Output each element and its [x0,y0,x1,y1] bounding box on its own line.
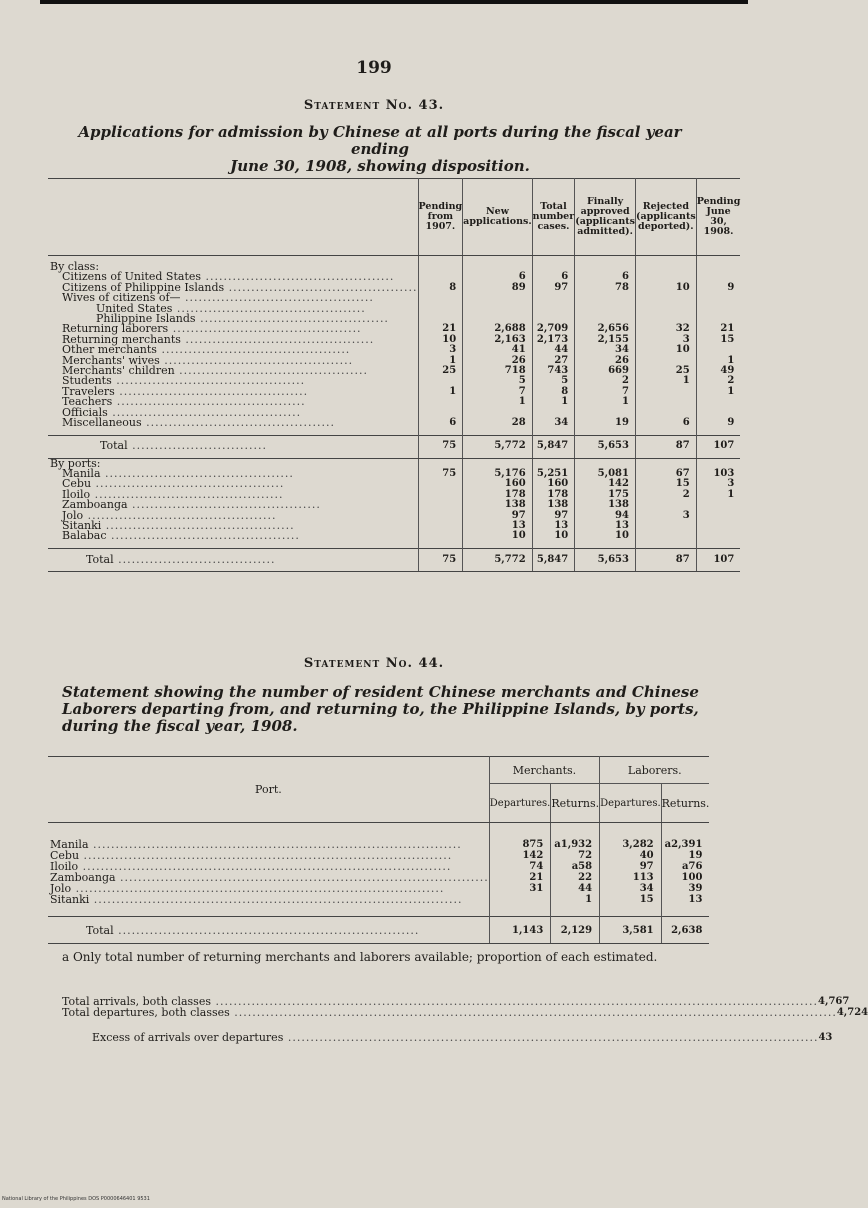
col-header: Total number cases. [532,179,575,256]
table-cell [635,500,696,510]
row-label: Manila .................................................................................. [50,837,462,851]
table-cell: 15 [696,335,740,345]
row-label: Officials .......................................... [62,405,302,419]
table-cell: 75 [418,435,463,458]
table-cell: 97 [600,861,662,872]
row-label: Jolo .................................................................................. [50,881,445,895]
table-row [48,418,740,428]
statement-44-table [48,756,709,944]
table-cell: 138 [463,500,533,510]
table-cell: 5,176 [463,469,533,479]
table-cell [418,521,463,531]
table-cell: 178 [532,490,575,500]
table-cell: 107 [696,435,740,458]
table-cell [635,397,696,407]
table-cell [532,304,575,314]
table-cell: 2,173 [532,335,575,345]
row-label: Teachers .......................................... [62,395,306,409]
table-cell [696,293,740,303]
table-cell: 9 [696,418,740,428]
table-cell: 5,653 [575,435,636,458]
table-cell: 74 [489,861,551,872]
table-cell: 5 [463,376,533,386]
table-cell: 669 [575,366,636,376]
row-label: Cebu .................................................................................. [50,848,453,862]
table-cell: 75 [418,548,463,571]
table-cell: 97 [532,283,575,293]
table-cell [418,304,463,314]
total-label: Total ................................................................... [48,917,489,944]
table-cell: 3 [696,479,740,489]
row-label: Cebu .......................................... [62,477,285,491]
table-cell: 89 [463,283,533,293]
table-cell: 1 [696,490,740,500]
row-label: Iloilo .......................................... [62,487,284,501]
table-cell: 97 [463,511,533,521]
table-cell: 75 [418,469,463,479]
table-cell [418,500,463,510]
row-label: Sitanki .................................................................................. [50,892,463,906]
statement-43-heading: Statement No. 43. [303,98,445,113]
table-cell [635,521,696,531]
row-label: Citizens of United States .......................................... [62,270,395,284]
section-label: By class: [50,260,100,273]
summary-value: 43 [818,1032,833,1043]
table-cell [418,490,463,500]
row-label: Returning laborers .......................................... [62,322,362,336]
table-cell: 1 [418,387,463,397]
table-cell: 875 [489,839,551,850]
table-cell [532,293,575,303]
class-section [48,256,740,436]
table-cell: 5,847 [532,548,575,571]
total-label: Total .............................. [48,435,418,458]
table-cell: 100 [661,872,709,883]
section-label: By ports: [50,456,101,470]
table-cell: 1 [575,397,636,407]
table-cell: 5,772 [463,548,533,571]
table-cell: 10 [532,531,575,541]
row-label: Zamboanga .......................................... [62,498,321,512]
table-cell: 67 [635,469,696,479]
table-cell: 34 [600,883,662,894]
summary-label: Excess of arrivals over departures ...................................................................................................................... [92,1031,819,1044]
table-cell: 19 [661,850,709,861]
table-cell: 10 [635,345,696,355]
col-header: Pending June 30, 1908. [696,179,740,256]
table-cell: 2 [575,376,636,386]
row-label: United States .......................................... [96,301,366,315]
table-cell [418,531,463,541]
table-cell [696,500,740,510]
table-cell: 31 [489,883,551,894]
table-cell: 44 [532,345,575,355]
table-row [48,531,740,541]
col-header: New applications. [463,179,533,256]
row-label: Citizens of Philippine Islands .......................................... [62,280,418,294]
table-cell [463,293,533,303]
group-header-merchants: Merchants. [489,757,599,784]
table-cell [418,511,463,521]
table-cell: 1 [635,376,696,386]
table-cell: 10 [418,335,463,345]
table-cell: 6 [532,272,575,282]
footnote: a Only total number of returning merchants and laborers available; proportion of each estimated. [62,950,658,964]
table-cell: 2,656 [575,324,636,334]
table-cell: 19 [575,418,636,428]
row-label: Balabac .......................................... [62,529,300,543]
table-cell: 40 [600,850,662,861]
port-header: Port. [48,757,489,823]
table-cell: 138 [532,500,575,510]
table-cell: 1 [696,356,740,366]
table-cell: 25 [418,366,463,376]
table-cell: 1 [418,356,463,366]
group-header-laborers: Laborers. [600,757,710,784]
table-cell [696,397,740,407]
table-cell: 10 [635,283,696,293]
table-cell: 13 [661,894,709,905]
page-number: 199 [356,58,392,78]
table-cell: 3 [635,511,696,521]
table-cell [635,531,696,541]
table-cell: 5,081 [575,469,636,479]
table-cell: 6 [575,272,636,282]
table-cell: 39 [661,883,709,894]
statement-44-heading: Statement No. 44. [303,656,445,671]
table-cell: 1 [551,894,600,905]
table-cell: 8 [418,283,463,293]
table-cell: 2,129 [551,917,600,944]
table-cell: 5,653 [575,548,636,571]
table-cell [418,397,463,407]
sub-header: Departures. [489,784,551,823]
table-cell: 13 [463,521,533,531]
table-cell: 87 [635,548,696,571]
table-cell [696,304,740,314]
table-cell: 41 [463,345,533,355]
statement-44-body [48,823,709,905]
row-label: Returning merchants .......................................... [62,332,375,346]
col-header: Rejected (applicants deported). [635,179,696,256]
table-cell [635,387,696,397]
sub-header: Departures. [600,784,662,823]
top-border [40,0,748,4]
table-cell: a1,932 [551,839,600,850]
table-cell: 10 [463,531,533,541]
table-cell: 5,847 [532,435,575,458]
table-cell: 97 [532,511,575,521]
row-label: Zamboanga .................................................................................. [50,870,489,884]
row-label: Iloilo .................................................................................. [50,859,452,873]
summary-value: 4,724 [836,1007,868,1018]
total-label: Total ................................... [48,548,418,571]
row-label: Sitanki .......................................... [62,518,295,532]
table-cell: 142 [489,850,551,861]
table-cell: 9 [696,283,740,293]
excess-summary [92,1031,833,1044]
row-label: Wives of citizens of— .......................................... [62,291,374,305]
table-cell: 178 [463,490,533,500]
table-cell [418,479,463,489]
table-cell: 2,638 [661,917,709,944]
summary-value: 4,767 [818,996,850,1007]
table-cell: 44 [551,883,600,894]
table-cell: 13 [532,521,575,531]
table-cell: 175 [575,490,636,500]
table-cell: 3,282 [600,839,662,850]
table-cell: 72 [551,850,600,861]
table-cell [635,304,696,314]
table-cell: 15 [635,479,696,489]
table-cell: a76 [661,861,709,872]
statement-43-caption [55,124,705,175]
statement-44-caption: Statement showing the number of resident Chinese merchants and Chinese Laborers departing from, and returning to, the Philippine Islands, by ports, during the fiscal year, 1908. [62,683,699,735]
table-cell: 13 [575,521,636,531]
table-cell [696,511,740,521]
row-label: Philippine Islands .......................................... [96,312,389,326]
table-cell [696,521,740,531]
table-cell [575,293,636,303]
table-cell: a2,391 [661,839,709,850]
table-cell: 743 [532,366,575,376]
table-cell: 107 [696,548,740,571]
table-cell: 103 [696,469,740,479]
library-credit: National Library of the Philippines DOS P0000646401 9531 [2,1196,150,1202]
sub-header: Returns. [551,784,600,823]
stub-header [48,179,418,256]
table-cell: 1 [696,387,740,397]
caption-line-1: Applications for admission by Chinese at all ports during the fiscal year ending [78,123,682,158]
table-cell: 5,251 [532,469,575,479]
table-cell: 49 [696,366,740,376]
table-cell: 32 [635,324,696,334]
table-cell: 2,709 [532,324,575,334]
caption-line-2: June 30, 1908, showing disposition. [230,157,530,175]
table-cell: 138 [575,500,636,510]
statement-43-table [48,178,740,572]
table-cell: 1 [532,397,575,407]
table-cell: 28 [463,418,533,428]
row-label: Other merchants .......................................... [62,343,351,357]
table-cell: 21 [696,324,740,334]
table-cell: 3 [418,345,463,355]
table-cell: 2,688 [463,324,533,334]
table-cell: 6 [418,418,463,428]
table-cell: 5,772 [463,435,533,458]
table-cell: 26 [575,356,636,366]
row-label: Jolo .......................................... [62,508,277,522]
table-cell: 2 [696,376,740,386]
table-cell: 15 [600,894,662,905]
table-cell: a58 [551,861,600,872]
table-cell: 78 [575,283,636,293]
table-cell: 6 [635,418,696,428]
table-cell: 160 [463,479,533,489]
table-cell: 7 [575,387,636,397]
row-label: Travelers .......................................... [62,384,309,398]
table-cell: 21 [418,324,463,334]
statement-44-total-row [48,917,709,944]
ports-section [48,458,740,542]
table-cell: 87 [635,435,696,458]
table-cell: 10 [575,531,636,541]
table-cell: 34 [575,345,636,355]
table-cell: 718 [463,366,533,376]
table-cell [463,304,533,314]
row-label: Merchants' children .......................................... [62,364,369,378]
table-cell [635,293,696,303]
table-cell: 26 [463,356,533,366]
table-cell: 7 [463,387,533,397]
table-cell: 2,155 [575,335,636,345]
table-cell: 1,143 [489,917,551,944]
table-cell: 8 [532,387,575,397]
summary-row [62,1006,868,1019]
arrivals-summary [62,995,868,1019]
table-cell: 5 [532,376,575,386]
table-cell: 160 [532,479,575,489]
summary-label: Total departures, both classes ...................................................................................................................................... [62,1006,837,1019]
col-header: Pending from 1907. [418,179,463,256]
table-cell: 25 [635,366,696,376]
summary-row [92,1031,833,1044]
table-cell: 3 [635,335,696,345]
ports-total-row [48,548,740,571]
table-cell [418,293,463,303]
table-row [48,894,709,905]
table-cell: 3,581 [600,917,662,944]
row-label: Students .......................................... [62,374,306,388]
table-cell [489,894,551,905]
table-cell: 113 [600,872,662,883]
table-cell: 21 [489,872,551,883]
table-cell: 6 [463,272,533,282]
summary-label: Total arrivals, both classes ...................................................................................................................................... [62,995,819,1008]
row-label: Manila .......................................... [62,466,294,480]
table-cell: 22 [551,872,600,883]
table-cell: 2,163 [463,335,533,345]
sub-header: Returns. [661,784,709,823]
table-cell: 27 [532,356,575,366]
table-cell [696,531,740,541]
table-cell: 34 [532,418,575,428]
col-header: Finally approved (applicants admitted). [575,179,636,256]
class-total-row [48,435,740,458]
table-cell: 142 [575,479,636,489]
table-cell: 1 [463,397,533,407]
row-label: Miscellaneous .......................................... [62,416,335,430]
row-label: Merchants' wives .......................................... [62,353,354,367]
table-cell: 2 [635,490,696,500]
table-cell [575,304,636,314]
table-cell: 94 [575,511,636,521]
